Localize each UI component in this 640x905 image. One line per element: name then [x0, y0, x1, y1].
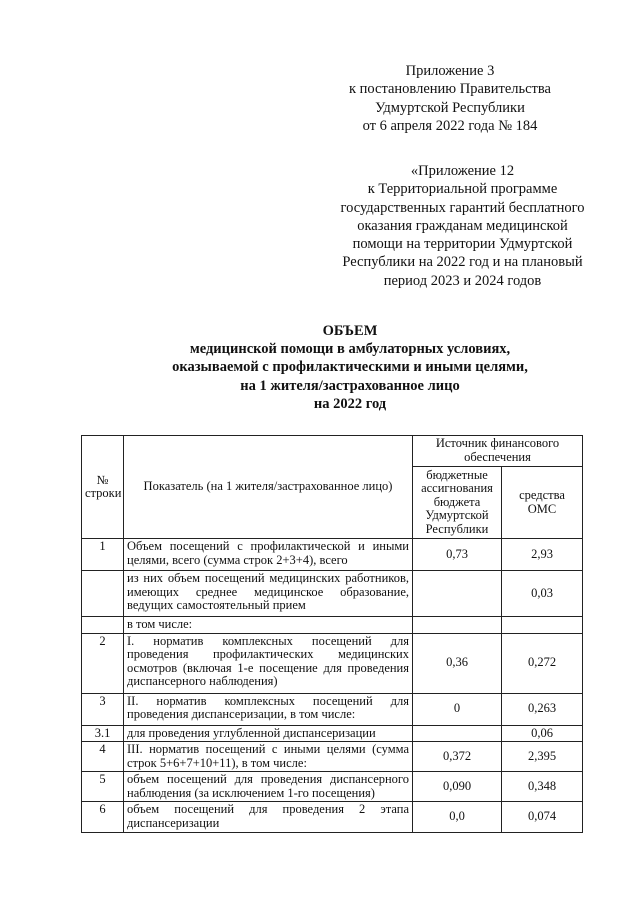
appendix-3-line: Удмуртской Республики — [375, 99, 525, 116]
row-budget-value: 0,73 — [413, 539, 502, 571]
row-budget-value: 0,0 — [413, 802, 502, 833]
table-row — [82, 539, 583, 571]
row-number: 3.1 — [82, 725, 124, 742]
title-line: ОБЪЕМ — [322, 323, 378, 339]
row-oms-value: 0,074 — [502, 802, 583, 833]
table-row — [82, 725, 583, 742]
appendix-12-line: помощи на территории Удмуртской — [352, 236, 573, 253]
appendix-12-line: период 2023 и 2024 годов — [383, 272, 542, 289]
row-budget-value — [413, 617, 502, 634]
row-label: объем посещений для проведения 2 этапа диспансеризации — [124, 802, 413, 833]
title-line: на 2022 год — [313, 395, 387, 412]
appendix-12-line: государственных гарантий бесплатного — [340, 199, 585, 216]
header-row-number: № строки — [82, 436, 124, 539]
table-row — [82, 571, 583, 617]
table-row — [82, 802, 583, 833]
title-line: на 1 жителя/застрахованное лицо — [240, 377, 460, 394]
row-oms-value — [502, 617, 583, 634]
title-line: оказываемой с профилактическими и иными целями, — [172, 359, 528, 376]
row-label: для проведения углубленной диспансеризации — [124, 725, 413, 742]
row-label: Объем посещений с профилактической и иными целями, всего (сумма строк 2+3+4), всего — [124, 539, 413, 571]
row-oms-value: 0,348 — [502, 772, 583, 802]
row-number: 2 — [82, 633, 124, 693]
row-number — [82, 617, 124, 634]
header-indicator: Показатель (на 1 жителя/застрахованное лицо) — [124, 436, 413, 539]
row-oms-value: 0,263 — [502, 693, 583, 725]
volume-table — [81, 435, 583, 833]
table-row — [82, 633, 583, 693]
row-budget-value: 0 — [413, 693, 502, 725]
row-label: в том числе: — [124, 617, 413, 634]
appendix-12-line: к Территориальной программе — [367, 181, 558, 198]
row-budget-value: 0,372 — [413, 742, 502, 772]
row-budget-value — [413, 571, 502, 617]
row-oms-value: 0,06 — [502, 725, 583, 742]
row-number — [82, 571, 124, 617]
appendix-12-header — [315, 162, 610, 290]
table-row — [82, 742, 583, 772]
appendix-12-line: оказания гражданам медицинской — [357, 217, 568, 234]
title-line: медицинской помощи в амбулаторных условиях, — [189, 341, 511, 358]
row-number: 4 — [82, 742, 124, 772]
row-label: II. норматив комплексных посещений для проведения диспансеризации, в том числе: — [124, 693, 413, 725]
header-oms: средства ОМС — [502, 467, 583, 539]
row-label: III. норматив посещений с иными целями (сумма строк 5+6+7+10+11), в том числе: — [124, 742, 413, 772]
row-budget-value — [413, 725, 502, 742]
table-row — [82, 772, 583, 802]
appendix-12-line: «Приложение 12 — [410, 163, 515, 179]
row-oms-value: 2,93 — [502, 539, 583, 571]
appendix-3-line: Приложение 3 — [405, 63, 495, 79]
row-budget-value: 0,090 — [413, 772, 502, 802]
row-oms-value: 2,395 — [502, 742, 583, 772]
row-number: 1 — [82, 539, 124, 571]
table-row — [82, 693, 583, 725]
header-funding-source: Источник финансового обеспечения — [413, 436, 583, 467]
appendix-3-line: к постановлению Правительства — [349, 81, 551, 98]
appendix-12-line: Республики на 2022 год и на плановый — [342, 254, 583, 271]
appendix-3-header — [330, 62, 570, 135]
row-oms-value: 0,272 — [502, 633, 583, 693]
row-label: I. норматив комплексных посещений для проведения профилактических медицинских осмотров (включая 1-е посещение для проведения диспансерного наблюдения) — [124, 633, 413, 693]
row-label: объем посещений для проведения диспансерного наблюдения (за исключением 1-го посещения) — [124, 772, 413, 802]
row-number: 6 — [82, 802, 124, 833]
table-row — [82, 617, 583, 634]
row-oms-value: 0,03 — [502, 571, 583, 617]
row-label: из них объем посещений медицинских работников, имеющих среднее медицинское образование, ведущих самостоятельный прием — [124, 571, 413, 617]
header-budget: бюджетные ассигнования бюджета Удмуртской Республики — [413, 467, 502, 539]
row-number: 3 — [82, 693, 124, 725]
row-number: 5 — [82, 772, 124, 802]
row-budget-value: 0,36 — [413, 633, 502, 693]
appendix-3-line: от 6 апреля 2022 года № 184 — [362, 117, 538, 134]
document-title — [120, 322, 580, 413]
